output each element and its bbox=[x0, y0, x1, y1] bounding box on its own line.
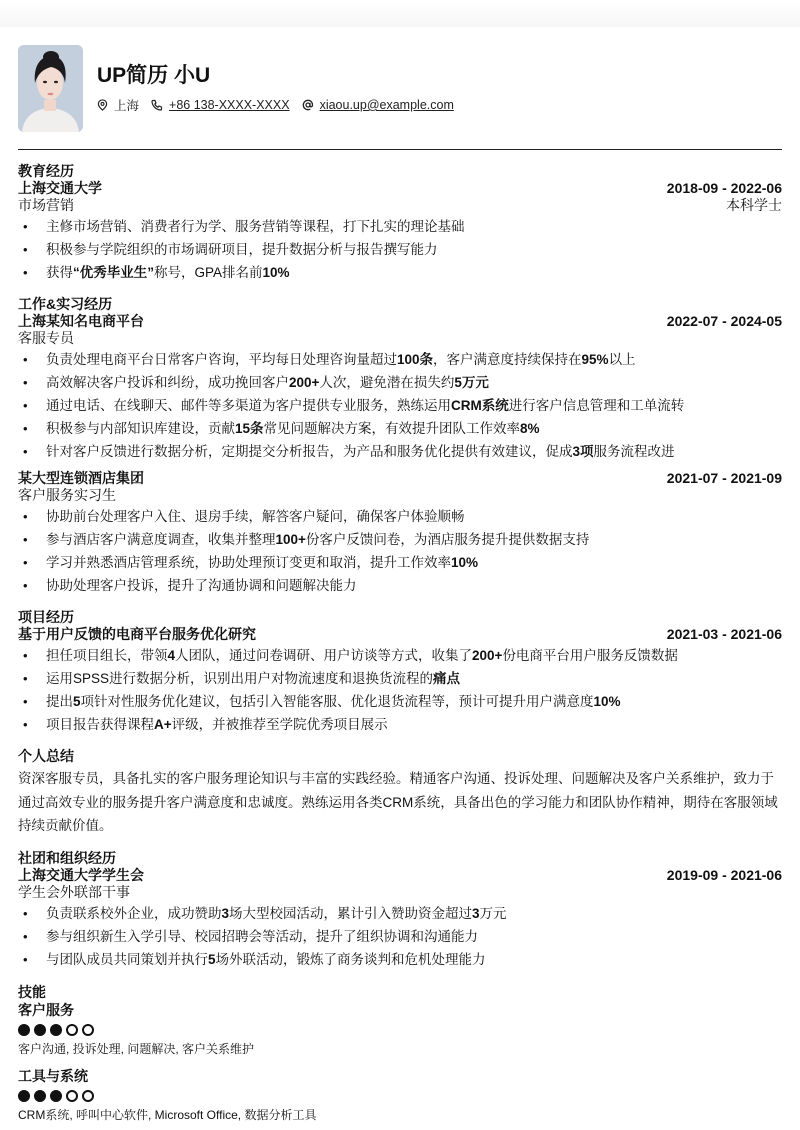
bullet-item: • 与团队成员共同策划并执行5场外联活动，锻炼了商务谈判和危机处理能力 bbox=[18, 948, 782, 971]
project-entry bbox=[18, 626, 782, 736]
skill-item bbox=[18, 1067, 782, 1123]
section-title: 工作&实习经历 bbox=[18, 296, 113, 312]
section-title: 个人总结 bbox=[18, 748, 74, 764]
date-range: 2019-09 - 2021-06 bbox=[666, 866, 782, 883]
candidate-name: UP简历 小U bbox=[97, 64, 211, 87]
bullet-item: • 积极参与学院组织的市场调研项目，提升数据分析与报告撰写能力 bbox=[18, 238, 782, 261]
bullet-item: • 高效解决客户投诉和纠纷，成功挽回客户200+人次，避免潜在损失约5万元 bbox=[18, 371, 782, 394]
at-sign-icon bbox=[302, 99, 314, 111]
projects-section bbox=[18, 609, 782, 736]
summary-section bbox=[18, 748, 782, 838]
filled-dot-icon bbox=[34, 1024, 46, 1036]
filled-dot-icon bbox=[18, 1024, 30, 1036]
education-section bbox=[18, 163, 782, 284]
location-pin-icon bbox=[97, 99, 108, 111]
work-entry bbox=[18, 470, 782, 597]
skill-keywords: CRM系统, 呼叫中心软件, Microsoft Office, 数据分析工具 bbox=[18, 1107, 317, 1122]
email-link[interactable]: xiaou.up@example.com bbox=[319, 98, 454, 112]
resume-page bbox=[18, 27, 782, 1123]
date-range: 2022-07 - 2024-05 bbox=[666, 313, 782, 329]
skill-level-rating bbox=[18, 1023, 782, 1037]
bullet-item: • 运用SPSS进行数据分析，识别出用户对物流速度和退换货流程的痛点 bbox=[18, 667, 782, 690]
bullet-item: • 针对客户反馈进行数据分析，定期提交分析报告，为产品和服务优化提供有效建议，促成3项服务流程改进 bbox=[18, 440, 782, 463]
organization-name: 上海交通大学学生会 bbox=[18, 866, 144, 883]
contact-row bbox=[97, 96, 466, 114]
bullet-list bbox=[18, 644, 782, 736]
degree: 本科学士 bbox=[726, 197, 782, 213]
education-entry bbox=[18, 180, 782, 284]
bullet-list bbox=[18, 505, 782, 597]
bullet-item: • 提出5项针对性服务优化建议，包括引入智能客服、优化退货流程等，预计可提升用户满意度10% bbox=[18, 690, 782, 713]
bullet-list bbox=[18, 902, 782, 971]
page-top-band bbox=[0, 0, 800, 27]
organizations-section bbox=[18, 850, 782, 971]
filled-dot-icon bbox=[50, 1024, 62, 1036]
major: 市场营销 bbox=[18, 197, 74, 213]
organization-entry bbox=[18, 867, 782, 971]
project-name: 基于用户反馈的电商平台服务优化研究 bbox=[18, 626, 256, 642]
skills-section bbox=[18, 984, 782, 1123]
job-title: 客户服务实习生 bbox=[18, 487, 116, 503]
skill-name: 客户服务 bbox=[18, 1001, 74, 1018]
bullet-list bbox=[18, 348, 782, 463]
school-name: 上海交通大学 bbox=[18, 180, 102, 196]
skill-level-rating bbox=[18, 1089, 782, 1103]
date-range: 2021-03 - 2021-06 bbox=[666, 626, 782, 642]
header-info bbox=[97, 45, 466, 114]
bullet-item: • 担任项目组长，带领4人团队，通过问卷调研、用户访谈等方式，收集了200+份电商平台用户服务反馈数据 bbox=[18, 644, 782, 667]
date-range: 2021-07 - 2021-09 bbox=[666, 470, 782, 486]
contact-phone bbox=[151, 98, 290, 112]
bullet-item: • 项目报告获得课程A+评级，并被推荐至学院优秀项目展示 bbox=[18, 713, 782, 736]
phone-icon bbox=[151, 99, 163, 111]
contact-location bbox=[97, 96, 139, 114]
bullet-item: • 积极参与内部知识库建设，贡献15条常见问题解决方案，有效提升团队工作效率8% bbox=[18, 417, 782, 440]
job-title: 客服专员 bbox=[18, 330, 74, 346]
skill-name: 工具与系统 bbox=[18, 1067, 88, 1084]
bullet-item: • 协助前台处理客户入住、退房手续，解答客户疑问，确保客户体验顺畅 bbox=[18, 505, 782, 528]
avatar bbox=[18, 45, 83, 132]
bullet-item: • 协助处理客户投诉，提升了沟通协调和问题解决能力 bbox=[18, 574, 782, 597]
section-title: 教育经历 bbox=[18, 163, 74, 179]
phone-link[interactable]: +86 138-XXXX-XXXX bbox=[169, 98, 290, 112]
work-entry bbox=[18, 313, 782, 463]
filled-dot-icon bbox=[34, 1090, 46, 1102]
filled-dot-icon bbox=[50, 1090, 62, 1102]
company-name: 某大型连锁酒店集团 bbox=[18, 470, 144, 486]
summary-text: 资深客服专员，具备扎实的客户服务理论知识与丰富的实践经验。精通客户沟通、投诉处理、问题解决及客户关系维护，致力于通过高效专业的服务提升客户满意度和忠诚度。熟练运用各类CRM系统，具备出色的学习能力和团队协作精神，期待在客服领域持续贡献价值。 bbox=[18, 771, 778, 833]
bullet-item: • 获得“优秀毕业生”称号，GPA排名前10% bbox=[18, 261, 782, 284]
section-title: 社团和组织经历 bbox=[18, 849, 116, 866]
skill-keywords: 客户沟通, 投诉处理, 问题解决, 客户关系维护 bbox=[18, 1041, 255, 1056]
filled-dot-icon bbox=[18, 1090, 30, 1102]
bullet-item: • 参与组织新生入学引导、校园招聘会等活动，提升了组织协调和沟通能力 bbox=[18, 925, 782, 948]
bullet-item: • 学习并熟悉酒店管理系统，协助处理预订变更和取消，提升工作效率10% bbox=[18, 551, 782, 574]
bullet-item: • 负责联系校外企业，成功赞助3场大型校园活动，累计引入赞助资金超过3万元 bbox=[18, 902, 782, 925]
portrait-photo-icon bbox=[18, 45, 83, 132]
bullet-list bbox=[18, 215, 782, 284]
bullet-item: • 参与酒店客户满意度调查，收集并整理100+份客户反馈问卷，为酒店服务提升提供数据支持 bbox=[18, 528, 782, 551]
empty-dot-icon bbox=[82, 1024, 94, 1036]
position: 学生会外联部干事 bbox=[18, 883, 130, 900]
empty-dot-icon bbox=[82, 1090, 94, 1102]
location-text: 上海 bbox=[114, 99, 140, 113]
bullet-item: • 负责处理电商平台日常客户咨询，平均每日处理咨询量超过100条，客户满意度持续保持在95%以上 bbox=[18, 348, 782, 371]
bullet-item: • 通过电话、在线聊天、邮件等多渠道为客户提供专业服务，熟练运用CRM系统进行客户信息管理和工单流转 bbox=[18, 394, 782, 417]
bullet-item: • 主修市场营销、消费者行为学、服务营销等课程，打下扎实的理论基础 bbox=[18, 215, 782, 238]
empty-dot-icon bbox=[66, 1024, 78, 1036]
skill-item bbox=[18, 1001, 782, 1057]
empty-dot-icon bbox=[66, 1090, 78, 1102]
resume-header bbox=[18, 27, 782, 150]
contact-email bbox=[302, 98, 454, 112]
section-title: 项目经历 bbox=[18, 609, 74, 625]
work-section bbox=[18, 296, 782, 597]
section-title: 技能 bbox=[18, 983, 46, 1000]
date-range: 2018-09 - 2022-06 bbox=[666, 180, 782, 196]
company-name: 上海某知名电商平台 bbox=[18, 313, 144, 329]
